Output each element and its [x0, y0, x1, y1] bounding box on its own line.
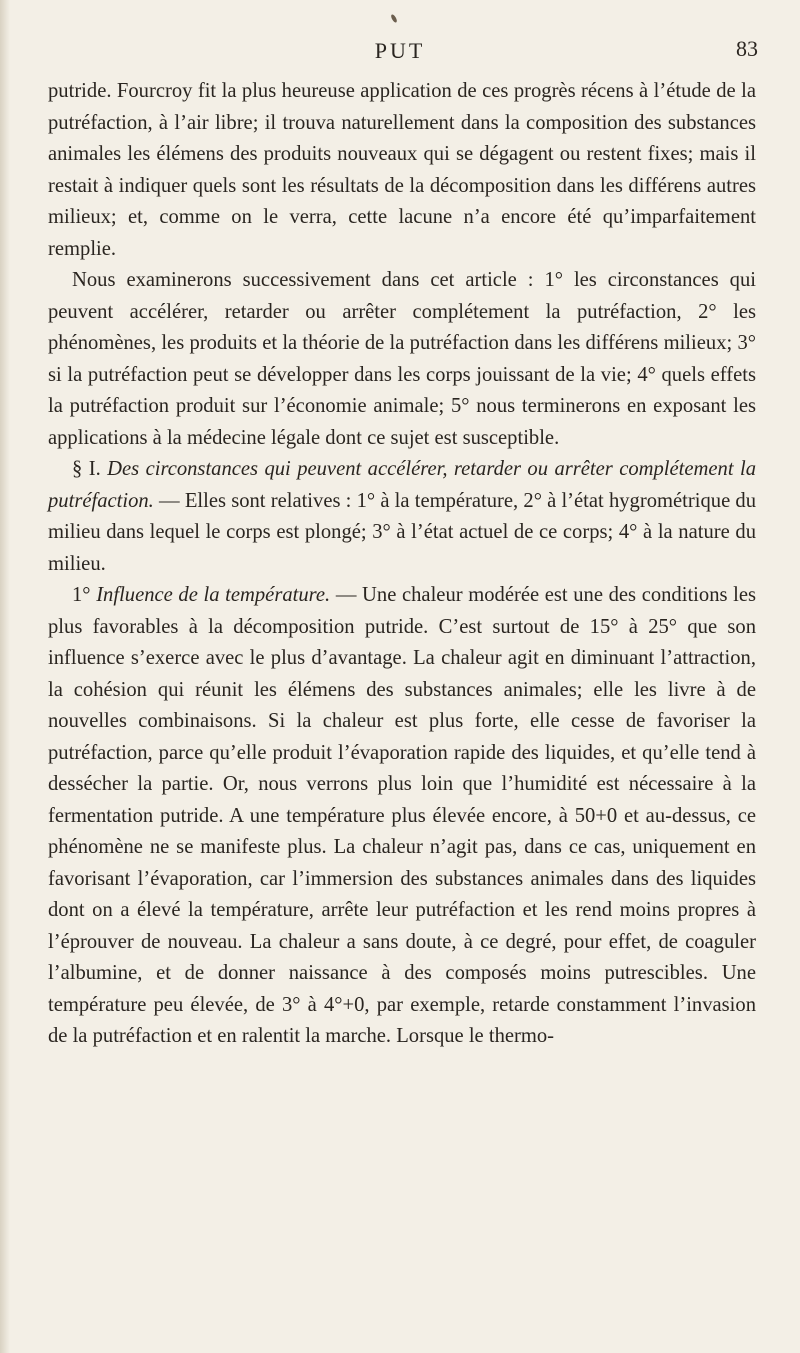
page-number: 83	[736, 36, 758, 61]
ink-speck	[390, 14, 398, 24]
body-text	[48, 76, 756, 1053]
subsection-paragraph	[48, 580, 756, 1053]
running-head: PUT	[374, 38, 426, 63]
page-edge-shadow	[0, 0, 10, 1353]
subsection-marker: 1°	[72, 584, 91, 606]
subsection-body: — Une chaleur modérée est une des conditions les plus favorables à la décomposition putride. C’est surtout de 15° à 25° que son influence s’exerce avec le plus d’avantage. La chaleur agit en diminuant l’attraction, la cohésion qui réunit les élémens des substances animales; elle les livre à de nouvelles combinaisons. Si la chaleur est plus forte, elle cesse de favoriser la putréfaction, parce qu’elle produit l’évaporation rapide des liquides, et qu’elle tend à dessécher la partie. Or, nous verrons plus loin que l’humidité est nécessaire à la fermentation putride. A une température plus élevée encore, à 50+0 et au-dessus, ce phénomène ne se manifeste plus. La chaleur n’agit pas, dans ce cas, uniquement en favorisant l’évaporation, car l’immersion des substances animales dans des liquides dont on a élevé la température, arrête leur putréfaction et les rend moins propres à l’éprouver de nouveau. La chaleur a sans doute, à ce degré, pour effet, de coaguler l’albumine, et de donner naissance à des composés moins putrescibles. Une température peu élevée, de 3° à 4°+0, par exemple, retarde constamment l’invasion de la putréfaction et en ralentit la marche. Lorsque le thermo-	[48, 584, 757, 1047]
paragraph-outline: Nous examinerons successivement dans cet article : 1° les circonstances qui peuvent accélérer, retarder ou arrêter complétement la putréfaction, 2° les phénomènes, les produits et la théorie de la putréfaction dans les différens milieux; 3° si la putréfaction peut se développer dans les corps jouissant de la vie; 4° quels effets la putréfaction produit sur l’économie animale; 5° nous terminerons en exposant les applications à la médecine légale dont ce sujet est susceptible.	[48, 269, 756, 449]
section-paragraph	[48, 454, 756, 580]
section-marker: § I.	[72, 458, 101, 480]
subsection-heading: Influence de la température.	[96, 584, 331, 606]
section-body: — Elles sont relatives : 1° à la température, 2° à l’état hygrométrique du milieu dans lequel le corps est plongé; 3° à l’état actuel de ce corps; 4° à la nature du milieu.	[48, 489, 756, 575]
paragraph-continuation: putride. Fourcroy fit la plus heureuse application de ces progrès récens à l’étude de la putréfaction, à l’air libre; il trouva naturellement dans la composition des substances animales les élémens des produits nouveaux qui se dégagent ou restent fixes; mais il restait à indiquer quels sont les résultats de la décomposition dans les différens autres milieux; et, comme on le verra, cette lacune n’a encore été qu’imparfaitement remplie.	[48, 80, 756, 260]
page-header	[0, 36, 800, 66]
section-heading: Des circonstances qui peuvent accélérer, retarder ou arrêter complétement la putréfaction.	[48, 458, 756, 512]
